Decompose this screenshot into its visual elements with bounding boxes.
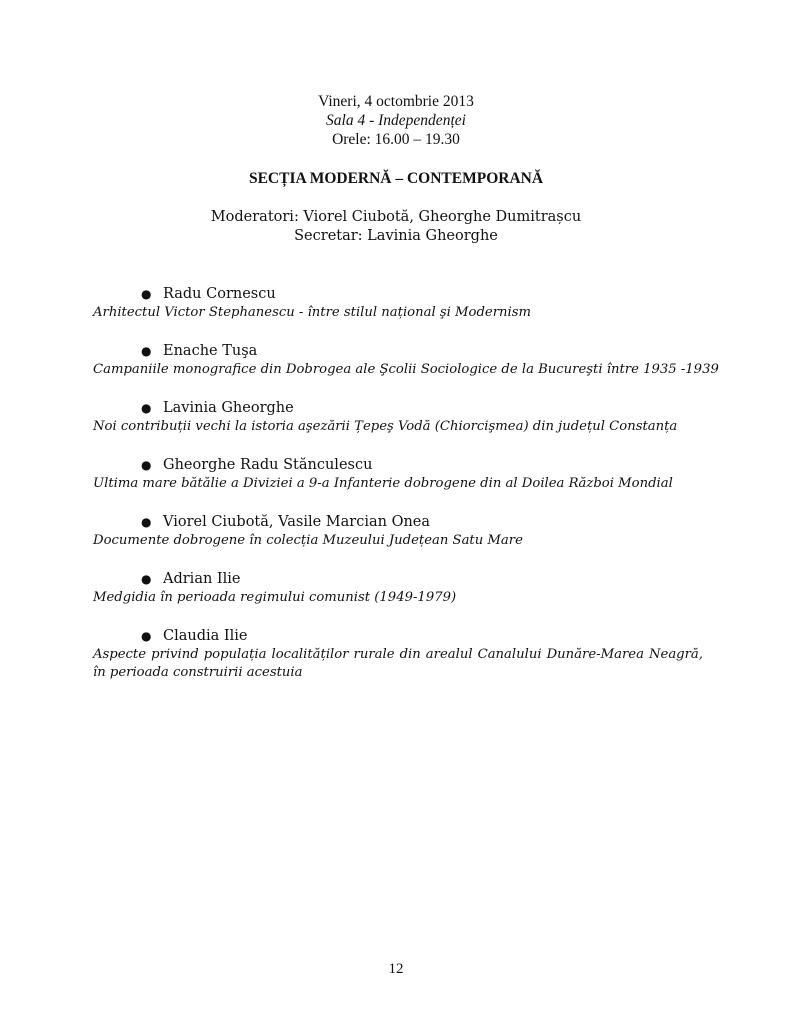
presentation-list bbox=[93, 285, 719, 702]
section-staff bbox=[0, 208, 792, 246]
secretary-line: Secretar: Lavinia Gheorghe bbox=[294, 228, 498, 244]
entry-title: Aspecte privind populația localităților rurale din arealul Canalului Dunăre-Marea Neagră, în perioada construirii acestuia bbox=[93, 647, 703, 680]
bullet-icon: ● bbox=[141, 287, 152, 301]
entry-author: Viorel Ciubotă, Vasile Marcian Onea bbox=[163, 514, 431, 530]
moderators-line: Moderatori: Viorel Ciubotă, Gheorghe Dumitrașcu bbox=[210, 209, 582, 225]
bullet-icon: ● bbox=[141, 458, 152, 472]
entry-title: Documente dobrogene în colecția Muzeului Județean Satu Mare bbox=[93, 533, 523, 548]
session-hours: Orele: 16.00 – 19.30 bbox=[332, 131, 460, 148]
list-item bbox=[93, 456, 703, 493]
entry-title: Medgidia în perioada regimului comunist (1949-1979) bbox=[93, 590, 457, 605]
entry-author: Adrian Ilie bbox=[163, 571, 241, 587]
list-item bbox=[93, 342, 719, 379]
list-item bbox=[93, 513, 703, 550]
bullet-icon: ● bbox=[141, 344, 152, 358]
entry-author: Enache Tuşa bbox=[163, 343, 258, 359]
entry-author: Claudia Ilie bbox=[163, 628, 248, 644]
bullet-icon: ● bbox=[141, 515, 152, 529]
session-date: Vineri, 4 octombrie 2013 bbox=[318, 93, 474, 110]
entry-author: Gheorghe Radu Stănculescu bbox=[163, 457, 373, 473]
entry-title: Campaniile monografice din Dobrogea ale Şcolii Sociologice de la Bucureşti între 1935 -1939 bbox=[93, 362, 719, 377]
entry-title: Noi contribuții vechi la istoria aşezării Țepeş Vodă (Chiorcişmea) din județul Constanța bbox=[93, 419, 678, 434]
list-item bbox=[93, 627, 703, 682]
session-header bbox=[0, 92, 792, 149]
session-room: Sala 4 - Independenței bbox=[326, 112, 466, 129]
bullet-icon: ● bbox=[141, 629, 152, 643]
list-item bbox=[93, 570, 703, 607]
list-item bbox=[93, 399, 703, 436]
list-item bbox=[93, 285, 703, 322]
page-number: 12 bbox=[388, 961, 404, 977]
entry-title: Ultima mare bătălie a Diviziei a 9-a Infanterie dobrogene din al Doilea Război Mondial bbox=[93, 476, 673, 491]
bullet-icon: ● bbox=[141, 401, 152, 415]
bullet-icon: ● bbox=[141, 572, 152, 586]
entry-title: Arhitectul Victor Stephanescu - între stilul național şi Modernism bbox=[93, 305, 532, 320]
entry-author: Radu Cornescu bbox=[163, 286, 276, 302]
entry-author: Lavinia Gheorghe bbox=[163, 400, 294, 416]
section-title: SECȚIA MODERNĂ – CONTEMPORANĂ bbox=[248, 170, 544, 187]
